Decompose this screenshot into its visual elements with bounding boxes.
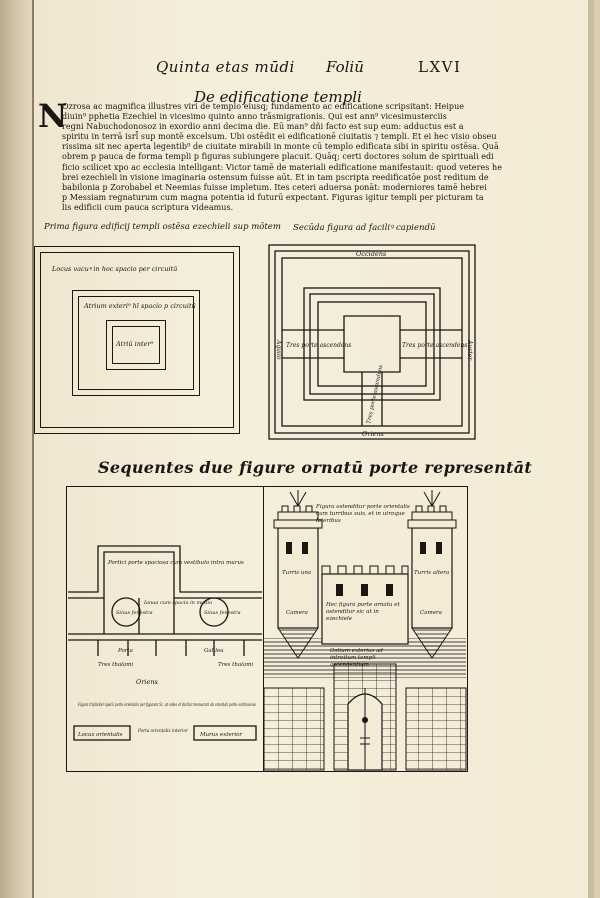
body-line: rissima sit nec aperta legentib⁹ de ciuitate mirabili in monte cū templo edificata sibi in spiritu ostēsa. Quā <box>62 142 499 152</box>
gate-right-name: Galilea <box>204 648 224 654</box>
left-window-label: Sinus fenestra <box>116 610 153 616</box>
body-line: spiritu in terrā isrl̄ sup montē excelsum. Ubi ostēdit ei edificationē ciuitatis ⁊ templi. Et ei hec visio obseu <box>62 132 497 142</box>
middle-atrium-label: Atrium exteri⁹ hī spacio p circuitū <box>84 302 196 310</box>
box-right-label: Murus exterior <box>200 732 243 738</box>
body-text <box>62 102 502 213</box>
box-mid-label: Porta orientalis interior <box>137 728 189 734</box>
oriens-label: Oriens <box>136 678 158 686</box>
gate-bottom-note: Ostium exterius ad introitum templi ascendentium <box>330 648 383 668</box>
figure-2-cross-plan <box>268 244 476 440</box>
west-label: Occidens <box>356 250 387 258</box>
body-line: regni Nabuchodonosoz in exordio anni decima die. Eū man⁹ dñi facto est sup eum: adductus est a <box>62 122 464 132</box>
header-folio: Foliū <box>326 58 364 76</box>
header-page-number: LXVI <box>418 58 462 76</box>
east-label: Oriens <box>362 430 384 438</box>
gate-left-label: Tres porte ascendens <box>286 342 352 349</box>
gate-right-label: Tres porte ascendens <box>402 342 468 349</box>
north-label: Aquilo <box>275 340 282 360</box>
body-line: Ozrosa ac magnifica illustres viri de templo eiusq; fundamento ac edificatione scripsitant: Heipue <box>62 102 465 111</box>
figure-note: Figura tripliciter spacii porte orientalis per figuram Sz. ut vides et dicitur mensurari ab orientali parte extrinsecus <box>77 702 257 708</box>
thalami-left-label: Tres thalami <box>98 662 134 668</box>
gate-left-name: Porta <box>118 648 133 654</box>
body-line: ficio scilicet xpo ac ecclesia intelligant: Victor tamē de materiali edificatione manifestauit: quod veteres he <box>62 162 502 172</box>
header-left: Quinta etas mūdi <box>156 58 295 76</box>
gate-scroll-text: Figura ostenditur porte orientalis cum turribus suis, et in utroque lateribus <box>316 504 410 524</box>
body-line: diuin⁹ pphetia Ezechiel in vicesimo quinto anno trāsmigrationis. Qui est ann⁹ vicesimusterciis <box>62 112 447 122</box>
drop-initial: N <box>38 97 68 135</box>
running-header <box>34 58 594 82</box>
outer-space-label: Locus vacuꝰ in hoc spacio per circuitū <box>52 265 178 273</box>
body-line: lis edificii cum pauca scriptura videamus. <box>62 202 234 212</box>
body-line: babilonia p Zorobabel et Neemias fuisse impletum. Ites ceteri aduersa ponāt: moderniores tamē hebrei <box>62 182 487 192</box>
chapter-title: De edificatione templi <box>194 88 362 106</box>
book-edge <box>0 0 34 898</box>
figure-2-caption: Secūda figura ad faciliꝰ capiendū <box>293 223 436 233</box>
gate-center-label: Ianua cum spacio in medio <box>144 600 212 606</box>
figure-1-caption: Prima figura edificij templi ostēsa ezechieli sup mōtem <box>44 222 281 232</box>
figure-4-gate-elevation <box>264 488 466 770</box>
box-left-label: Locus orientalis <box>78 732 123 738</box>
portico-label: Portici porte spaciosa cum vestibulo intra murus <box>108 560 244 566</box>
left-wing-label: Camera <box>286 610 308 616</box>
right-tower-label: Turris altera <box>414 570 450 576</box>
figure-3-gate-plan <box>68 488 262 770</box>
gate-center-text: Hec figura porte ornatu et ostenditur sic ut in ezechiele <box>326 602 400 622</box>
inner-atrium-label: Atriū inter⁹ <box>116 340 154 348</box>
thalami-right-label: Tres thalami <box>218 662 254 668</box>
right-wing-label: Camera <box>420 610 442 616</box>
gate-drawing <box>264 488 466 770</box>
page-shadow <box>588 0 594 898</box>
body-line: p Messiam regnaturum cum magna potentia id futurū expectant. Figuras igitur templi per picturam ta <box>62 192 484 202</box>
section-title: Sequentes due figure ornatū porte representāt <box>98 458 533 477</box>
page <box>34 0 594 898</box>
body-line: obrem p pauca de forma templi p figuras subiungere placuit. Quāq; certi doctores solum de spirituali edi <box>62 152 494 162</box>
figure-1-temple-plan <box>34 246 244 436</box>
left-tower-label: Turris una <box>282 570 312 576</box>
right-window-label: Sinus fenestra <box>204 610 241 616</box>
south-label: Auster <box>466 340 473 361</box>
gate-bottom-label: Tres porte ascendens <box>366 364 385 425</box>
body-line: brei ezechieli in visione imaginaria ostensum fuisse aūt. Et in tam pscripta reedificatōe post reditum de <box>62 172 489 182</box>
